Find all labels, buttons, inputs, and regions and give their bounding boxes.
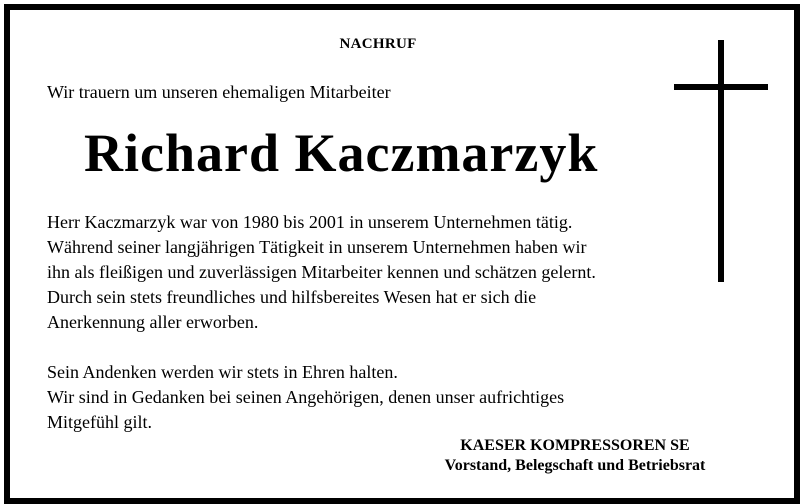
body-line: Herr Kaczmarzyk war von 1980 bis 2001 in unserem Unternehmen tätig.: [47, 212, 573, 232]
body-line: Durch sein stets freundliches und hilfsbereites Wesen hat er sich die: [47, 287, 537, 307]
deceased-name: Richard Kaczmarzyk: [84, 123, 599, 183]
closing-line: Wir sind in Gedanken bei seinen Angehörigen, denen unser aufrichtiges: [47, 387, 565, 407]
intro-text: Wir trauern um unseren ehemaligen Mitarbeiter: [47, 82, 391, 102]
body-line: ihn als fleißigen und zuverlässigen Mitarbeiter kennen und schätzen gelernt.: [47, 262, 596, 282]
cross-horizontal-bar: [674, 84, 768, 90]
cross-icon: [674, 40, 768, 282]
cross-vertical-bar: [718, 40, 724, 282]
body-line: Während seiner langjährigen Tätigkeit in unserem Unternehmen haben wir: [47, 237, 587, 257]
body-line: Anerkennung aller erworben.: [47, 312, 259, 332]
signature-block: [410, 436, 740, 476]
notice-heading: NACHRUF: [339, 36, 417, 52]
body-paragraph: [47, 210, 596, 335]
closing-line: Mitgefühl gilt.: [47, 412, 152, 432]
obituary-notice: [4, 4, 800, 504]
closing-paragraph: [47, 360, 564, 435]
company-name: KAESER KOMPRESSOREN SE: [460, 437, 690, 454]
closing-line: Sein Andenken werden wir stets in Ehren halten.: [47, 362, 398, 382]
signatory-group: Vorstand, Belegschaft und Betriebsrat: [444, 457, 706, 474]
